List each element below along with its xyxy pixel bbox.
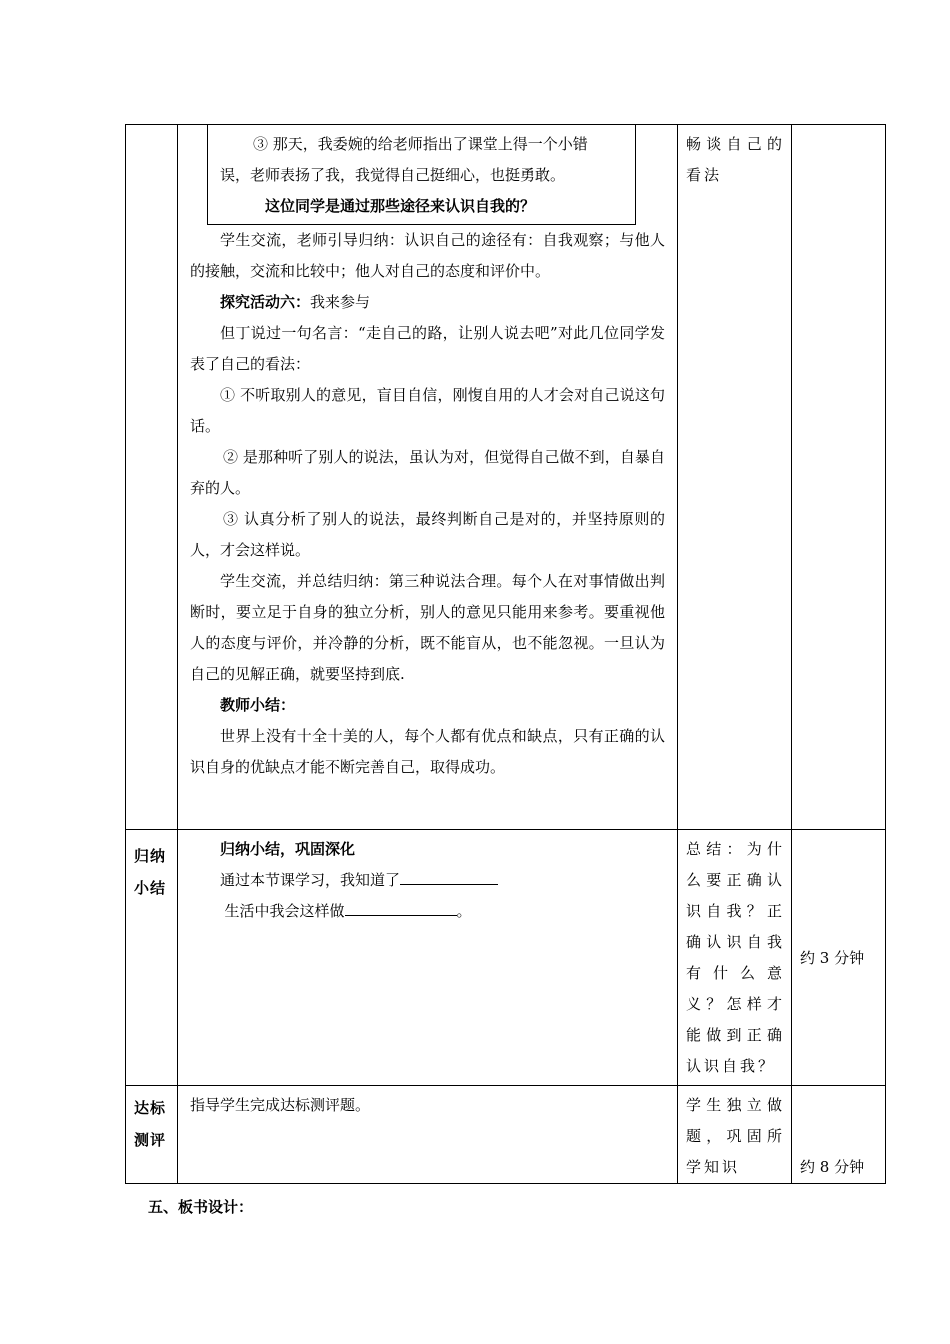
content-cell-test [178,1086,678,1184]
quote-box [207,125,636,225]
test-content: 指导学生完成达标测评题。 [190,1096,371,1114]
quote-line-2: 误，老师表扬了我，我觉得自己挺细心，也挺勇敢。 [220,166,566,184]
quote-line-1: ③ 那天，我委婉的给老师指出了课堂上得一个小错 [253,135,588,153]
summary-line-1 [190,865,665,896]
table-row-exploration [126,125,886,830]
activity6-label: 探究活动六： [220,293,311,311]
content-cell-exploration [178,125,678,830]
summary-title: 归纳小结，巩固深化 [220,840,356,858]
summary-line-2 [190,896,665,927]
activity6-title: 我来参与 [310,293,371,311]
opinion-2: ② 是那种听了别人的说法，虽认为对，但觉得自己做不到，自暴自弃的人。 [190,448,665,497]
teacher-summary-label: 教师小结： [220,696,296,714]
table-row-test [126,1086,886,1184]
summary-line-2-end: 。 [456,902,472,920]
time-test-text: 约 8 分钟 [800,1158,865,1176]
teacher-summary: 世界上没有十全十美的人，每个人都有优点和缺点，只有正确的认识自身的优缺点才能不断完善自己，取得成功。 [190,727,665,776]
paragraph-dante: 但丁说过一句名言：“走自己的路，让别人说去吧”对此几位同学发表了自己的看法： [190,324,665,373]
content-cell-summary [178,830,678,1086]
row-head-empty [126,125,178,830]
fill-blank-1 [400,870,498,885]
paragraph-summary: 学生交流，并总结归纳：第三种说法合理。每个人在对事情做出判断时，要立足于自身的独立分析，别人的意见只能用来参考。要重视他人的态度与评价，并冷静的分析，既不能盲从，也不能忽视。一旦认为自己的见解正确，就要坚持到底. [190,572,665,683]
opinion-1: ① 不听取别人的意见，盲目自信，刚愎自用的人才会对自己说这句话。 [190,386,665,435]
side-note-summary: 总结：为什么要正确认识自我？正确认识自我有什么意义？怎样才能做到正确认识自我？ [678,830,792,1086]
fill-blank-2 [345,901,457,916]
table-row-summary [126,830,886,1086]
time-summary [792,830,886,1086]
row-head-test: 达标测评 [126,1086,178,1184]
paragraph-exchange: 学生交流，老师引导归纳：认识自己的途径有：自我观察；与他人的接触，交流和比较中；他人对自己的态度和评价中。 [190,231,665,280]
row-head-summary: 归纳小结 [126,830,178,1086]
summary-line-1-text: 通过本节课学习，我知道了 [220,871,401,889]
opinion-3: ③ 认真分析了别人的说法，最终判断自己是对的，并坚持原则的人，才会这样说。 [190,510,665,559]
summary-line-2-text: 生活中我会这样做 [224,902,345,920]
section-title-board-design: 五、板书设计： [148,1198,254,1216]
time-summary-text: 约 3 分钟 [800,949,865,967]
side-note-exploration: 畅谈自己的看法 [678,125,792,830]
time-test [792,1086,886,1184]
lesson-plan-table [125,124,886,1184]
activity6-heading [190,287,665,318]
quote-question: 这位同学是通过那些途径来认识自我的？ [265,197,536,215]
time-empty [792,125,886,830]
side-note-test: 学生独立做题，巩固所学知识 [678,1086,792,1184]
